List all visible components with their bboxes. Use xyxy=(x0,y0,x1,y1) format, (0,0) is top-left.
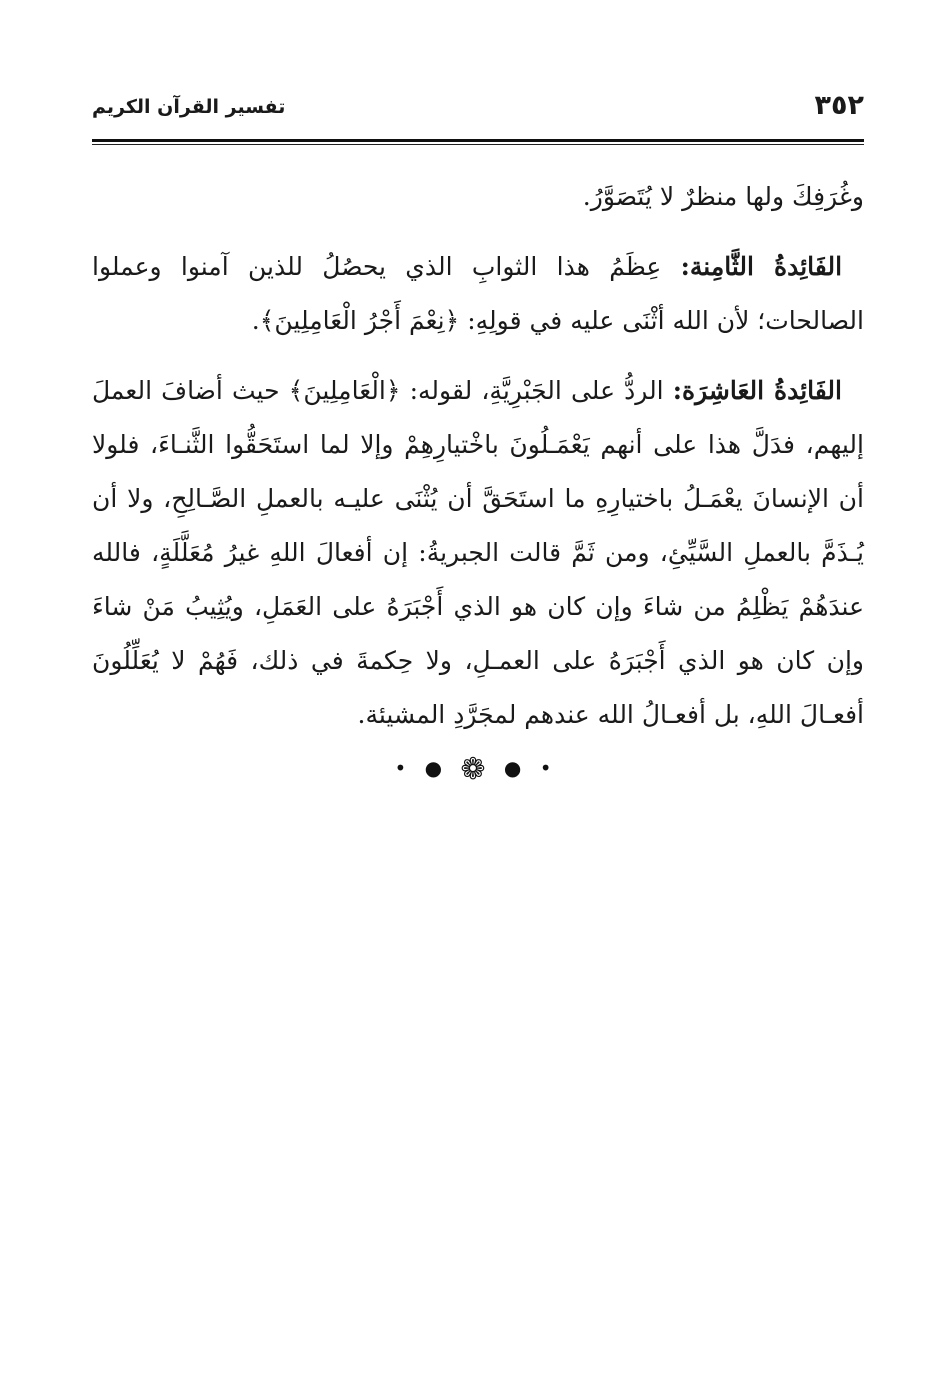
header-rule xyxy=(92,139,864,142)
body-text xyxy=(92,170,864,758)
paragraph-text: الردُّ على الجَبْرِيَّةِ، لقوله: ﴿الْعَامِلِينَ﴾ حيث أضافَ العملَ إليهم، فدَلَّ هذا على أنهم يَعْمَـلُونَ باخْتيارِهِمْ وإلا لما استَحَقُّوا الثَّنـاءَ، فلولا أن الإنسانَ يعْمَـلُ باختيارِهِ ما استَحَقَّ أن يُثْنَى عليـه بالعملِ الصَّـالِحِ، ولا أن يُـذَمَّ بالعملِ السَّيِّئِ، ومن ثَمَّ قالت الجبريةُ: إن أفعالَ اللهِ غيرُ مُعَلَّلَةٍ، فالله عندَهُمْ يَظْلِمُ من شاءَ وإن كان هو الذي أَجْبَرَهُ على العَمَلِ، ويُثِيبُ مَنْ شاءَ وإن كان هو الذي أَجْبَرَهُ على العمـلِ، ولا حِكمةَ في ذلك، فَهُمْ لا يُعَلِّلُونَ أفعـالَ اللهِ، بل أفعـالُ الله عندهم لمجَرَّدِ المشيئة. xyxy=(92,376,864,729)
book-title: تفسير القرآن الكريم xyxy=(92,96,286,118)
benefit-heading: الفَائِدةُ الثَّامِنة: xyxy=(680,252,843,281)
page-number: ٣٥٢ xyxy=(814,90,864,121)
paragraph-benefit-eighth xyxy=(92,240,864,348)
ornament-dots-right: ● • xyxy=(503,756,558,780)
paragraph-text: عِظَمُ هذا الثوابِ الذي يحصُلُ للذين آمنوا وعملوا الصالحات؛ لأن الله أثْنَى عليه في قولِهِ: ﴿نِعْمَ أَجْرُ الْعَامِلِينَ﴾. xyxy=(92,252,864,335)
flower-icon: ❁ xyxy=(460,752,492,787)
paragraph-text: وغُرَفِكَ ولها منظرٌ لا يُتَصَوَّرُ. xyxy=(582,182,864,211)
paragraph-continuation xyxy=(92,170,864,224)
header-rule-thin xyxy=(92,144,864,145)
ornament-dots-left: • ● xyxy=(394,756,449,780)
benefit-heading: الفَائِدةُ العَاشِرَة: xyxy=(672,376,842,405)
section-ornament xyxy=(0,752,952,787)
running-head xyxy=(92,88,864,128)
paragraph-benefit-tenth xyxy=(92,364,864,742)
